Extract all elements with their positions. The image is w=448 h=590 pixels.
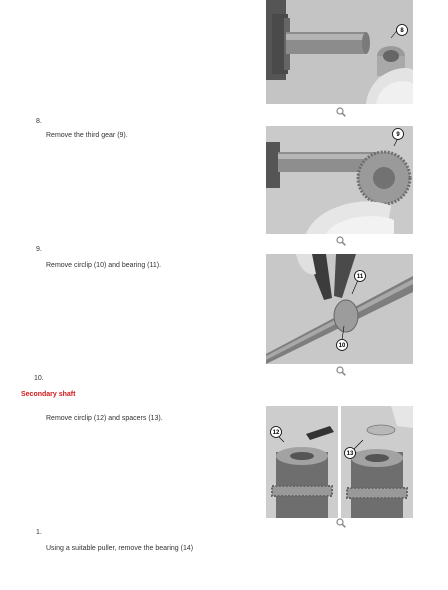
photo-third-gear-removal xyxy=(266,126,413,234)
zoom-icon[interactable] xyxy=(336,236,346,246)
step-instruction: Remove the third gear (9). xyxy=(46,132,128,139)
photo-secondary-shaft-circlip xyxy=(266,406,338,518)
section-instruction: Remove circlip (12) and spacers (13). xyxy=(46,415,163,422)
zoom-icon[interactable] xyxy=(336,518,346,528)
callout-9: 9 xyxy=(396,132,400,139)
zoom-icon[interactable] xyxy=(336,366,346,376)
callout-11: 11 xyxy=(356,274,364,281)
photo-spacer-removal xyxy=(266,0,413,104)
step-instruction: Remove circlip (10) and bearing (11). xyxy=(46,262,162,269)
step-instruction: Using a suitable puller, remove the bearing (14) xyxy=(46,545,194,552)
callout-13: 13 xyxy=(346,451,354,458)
zoom-icon[interactable] xyxy=(336,107,346,117)
callout-12: 12 xyxy=(272,430,280,437)
section-heading: Secondary shaft xyxy=(21,391,76,398)
step-number: 10. xyxy=(34,375,44,382)
callout-8: 8 xyxy=(400,28,404,35)
step-number: 1. xyxy=(36,529,42,536)
step-number: 9. xyxy=(36,246,42,253)
photo-secondary-shaft-spacers xyxy=(341,406,413,518)
callout-10: 10 xyxy=(338,343,346,350)
photo-circlip-bearing-removal xyxy=(266,254,413,364)
step-number: 8. xyxy=(36,118,42,125)
